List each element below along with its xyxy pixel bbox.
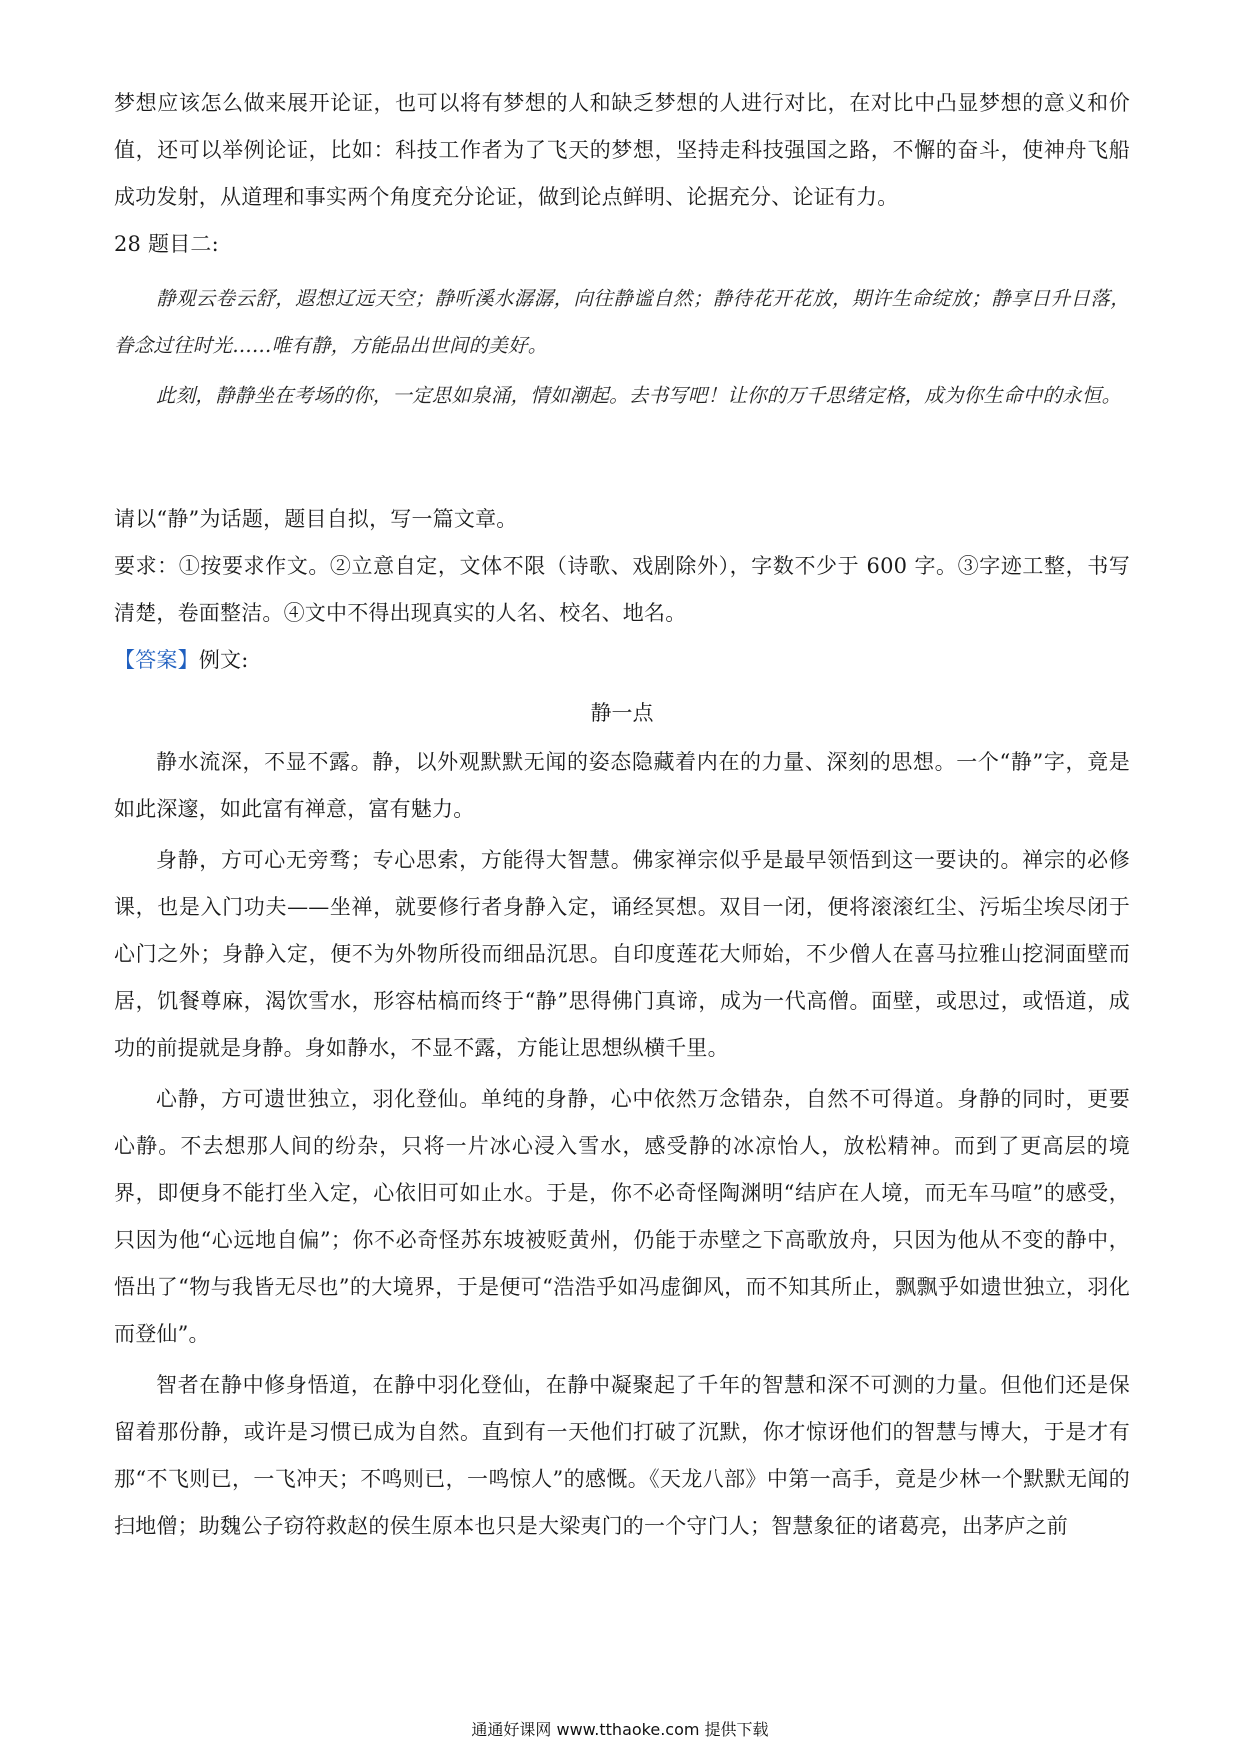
question-heading xyxy=(114,221,1130,268)
essay-title: 静一点 xyxy=(590,701,654,725)
essay-paragraph: 身静，方可心无旁骛；专心思索，方能得大智慧。佛家禅宗似乎是最早领悟到这一要诀的。禅宗的必修课，也是入门功夫——坐禅，就要修行者身静入定，诵经冥想。双目一闭，便将滚滚红尘、污垢尘埃尽闭于心门之外；身静入定，便不为外物所役而细品沉思。自印度莲花大师始，不少僧人在喜马拉雅山挖洞面壁而居，饥餐尊麻，渴饮雪水，形容枯槁而终于“静”思得佛门真谛，成为一代高僧。面壁，或思过，或悟道，成功的前提就是身静。身如静水，不显不露，方能让思想纵横千里。 xyxy=(114,848,1130,1060)
page-footer: 通通好课网 www.tthaoke.com 提供下载 xyxy=(471,1720,769,1739)
answer-tag: 【答案】 xyxy=(114,648,199,672)
requirements-text: 要求：①按要求作文。②立意自定，文体不限（诗歌、戏剧除外），字数不少于 600 字。③字迹工整，书写清楚，卷面整洁。④文中不得出现真实的人名、校名、地名。 xyxy=(114,554,1130,625)
writing-prompt xyxy=(114,275,1130,419)
essay-paragraph: 智者在静中修身悟道，在静中羽化登仙，在静中凝聚起了千年的智慧和深不可测的力量。但他们还是保留着那份静，或许是习惯已成为自然。直到有一天他们打破了沉默，你才惊讶他们的智慧与博大，于是才有那“不飞则已，一飞冲天；不鸣则已，一鸣惊人”的感慨。《天龙八部》中第一高手，竟是少林一个默默无闻的扫地僧；助魏公子窃符救赵的侯生原本也只是大梁夷门的一个守门人；智慧象征的诸葛亮，出茅庐之前 xyxy=(114,1373,1130,1538)
continuation-paragraph: 梦想应该怎么做来展开论证，也可以将有梦想的人和缺乏梦想的人进行对比，在对比中凸显梦想的意义和价值，还可以举例论证，比如：科技工作者为了飞天的梦想，坚持走科技强国之路，不懈的奋斗，使神舟飞船成功发射，从道理和事实两个角度充分论证，做到论点鲜明、论据充分、论证有力。 xyxy=(114,91,1130,209)
essay-paragraph: 心静，方可遗世独立，羽化登仙。单纯的身静，心中依然万念错杂，自然不可得道。身静的同时，更要心静。不去想那人间的纷杂，只将一片冰心浸入雪水，感受静的冰凉怡人，放松精神。而到了更高层的境界，即便身不能打坐入定，心依旧可如止水。于是，你不必奇怪陶渊明“结庐在人境，而无车马喧”的感受，只因为他“心远地自偏”；你不必奇怪苏东坡被贬黄州，仍能于赤壁之下高歌放舟，只因为他从不变的静中，悟出了“物与我皆无尽也”的大境界，于是便可“浩浩乎如冯虚御风，而不知其所止，飘飘乎如遗世独立，羽化而登仙”。 xyxy=(114,1087,1130,1346)
instructions xyxy=(114,496,1130,684)
topic-instruction: 请以“静”为话题，题目自拟，写一篇文章。 xyxy=(114,507,518,531)
essay-paragraph: 静水流深，不显不露。静，以外观默默无闻的姿态隐藏着内在的力量、深刻的思想。一个“静”字，竟是如此深邃，如此富有禅意，富有魅力。 xyxy=(114,750,1130,821)
question-number-heading: 28 题目二: xyxy=(114,232,219,256)
answer-line xyxy=(114,637,1130,684)
prompt-paragraph: 静观云卷云舒，遐想辽远天空；静听溪水潺潺，向往静谧自然；静待花开花放，期许生命绽放；静享日升日落，眷念过往时光……唯有静，方能品出世间的美好。 xyxy=(114,287,1130,357)
essay xyxy=(114,690,1130,1550)
previous-answer-continuation xyxy=(114,80,1130,221)
prompt-paragraph: 此刻，静静坐在考场的你，一定思如泉涌，情如潮起。去书写吧！让你的万千思绪定格，成为你生命中的永恒。 xyxy=(156,384,1122,407)
answer-label: 例文: xyxy=(198,648,249,672)
